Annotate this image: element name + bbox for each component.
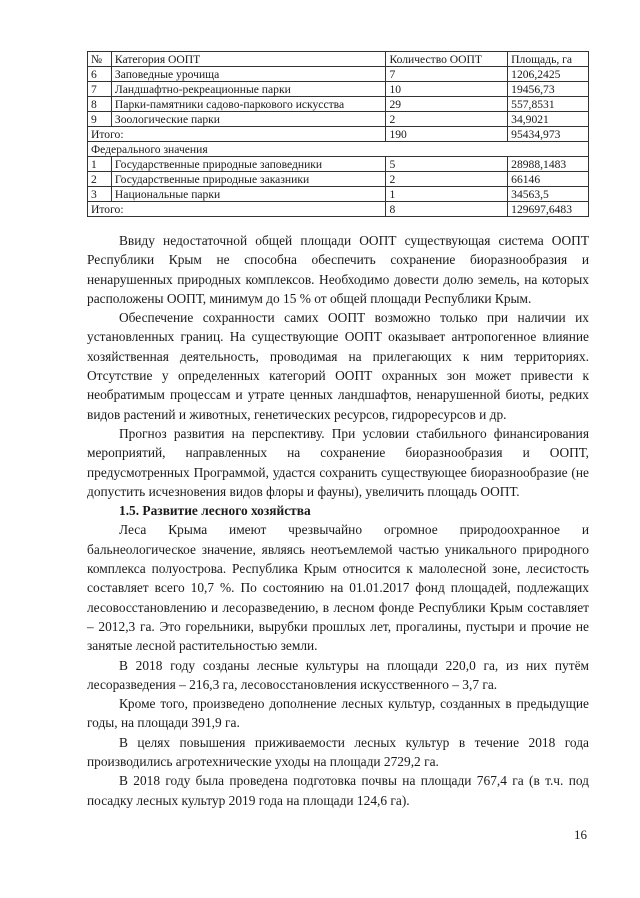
row-count: 29 — [386, 97, 508, 112]
row-category: Ландшафтно-рекреационные парки — [111, 82, 386, 97]
row-number: 7 — [88, 82, 112, 97]
table-row — [88, 67, 589, 82]
row-category: Парки-памятники садово-паркового искусства — [111, 97, 386, 112]
header-cell: Категория ООПТ — [111, 52, 386, 67]
table-total-row — [88, 127, 589, 142]
row-area: 1206,2425 — [508, 67, 589, 82]
page-number: 16 — [574, 827, 587, 842]
row-count: 10 — [386, 82, 508, 97]
table-row — [88, 187, 589, 202]
section-heading: 1.5. Развитие лесного хозяйства — [119, 503, 311, 519]
total-count: 8 — [386, 202, 508, 217]
table-total-row — [88, 202, 589, 217]
row-number: 9 — [88, 112, 112, 127]
table-header-row — [88, 52, 589, 67]
total-label: Итого: — [88, 127, 386, 142]
table-row — [88, 82, 589, 97]
section-label: Федерального значения — [88, 142, 589, 157]
total-area: 95434,973 — [508, 127, 589, 142]
oopt-table — [87, 51, 589, 217]
row-number: 3 — [88, 187, 112, 202]
row-area: 34563,5 — [508, 187, 589, 202]
paragraph: Леса Крыма имеют чрезвычайно огромное природоохранное и бальнеологическое значение, являясь неотъемлемой частью уникального природного комплекса полуострова. Республика Крым относится к малолесной зоне, лесистость составляет всего 10,7 %. По состоянию на 01.01.2017 фонд площадей, подлежащих лесовосстановлению и лесоразведению, в лесном фонде Республики Крым составляет – 2012,3 га. Это горельники, вырубки прошлых лет, прогалины, пустыри и прочие не занятые лесной растительностью земли. — [87, 522, 589, 654]
row-area: 66146 — [508, 172, 589, 187]
row-category: Национальные парки — [111, 187, 386, 202]
row-number: 6 — [88, 67, 112, 82]
paragraph: Обеспечение сохранности самих ООПТ возможно только при наличии их установленных границ. На существующие ООПТ оказывает антропогенное влияние хозяйственная деятельность, проводимая на прилегающих к ним территориях. Отсутствие у определенных категорий ООПТ охранных зон может привести к необратимым процессам и утрате ценных ландшафтов, ненарушенной биоты, редких видов растений и животных, генетических ресурсов, гидроресурсов и др. — [87, 310, 589, 422]
row-category: Заповедные урочища — [111, 67, 386, 82]
row-area: 19456,73 — [508, 82, 589, 97]
body-text — [87, 231, 589, 810]
table-row — [88, 112, 589, 127]
row-count: 2 — [386, 112, 508, 127]
table-section-row — [88, 142, 589, 157]
row-category: Государственные природные заказники — [111, 172, 386, 187]
row-count: 1 — [386, 187, 508, 202]
total-area: 129697,6483 — [508, 202, 589, 217]
row-number: 1 — [88, 157, 112, 172]
table-row — [88, 172, 589, 187]
row-area: 557,8531 — [508, 97, 589, 112]
total-count: 190 — [386, 127, 508, 142]
paragraph: В 2018 году была проведена подготовка почвы на площади 767,4 га (в т.ч. под посадку лесных культур 2019 года на площади 124,6 га). — [87, 773, 589, 808]
row-area: 34,9021 — [508, 112, 589, 127]
row-count: 5 — [386, 157, 508, 172]
header-cell: Количество ООПТ — [386, 52, 508, 67]
row-count: 7 — [386, 67, 508, 82]
paragraph: В 2018 году созданы лесные культуры на площади 220,0 га, из них путём лесоразведения – 216,3 га, лесовосстановления искусственного – 3,7 га. — [87, 657, 589, 692]
paragraph: Кроме того, произведено дополнение лесных культур, созданных в предыдущие годы, на площади 391,9 га. — [87, 696, 589, 731]
header-cell: Площадь, га — [508, 52, 589, 67]
row-number: 2 — [88, 172, 112, 187]
paragraph: Прогноз развития на перспективу. При условии стабильного финансирования мероприятий, направленных на сохранение биоразнообразия и ООПТ, предусмотренных Программой, удастся сохранить существующее биоразнообразие (не допустить исчезновения видов флоры и фауны), увеличить площадь ООПТ. — [87, 425, 589, 499]
row-count: 2 — [386, 172, 508, 187]
row-number: 8 — [88, 97, 112, 112]
header-cell: № — [88, 52, 112, 67]
row-area: 28988,1483 — [508, 157, 589, 172]
table-row — [88, 157, 589, 172]
total-label: Итого: — [88, 202, 386, 217]
paragraph: В целях повышения приживаемости лесных культур в течение 2018 года производились агротехнические уходы на площади 2729,2 га. — [87, 734, 589, 770]
paragraph: Ввиду недостаточной общей площади ООПТ существующая система ООПТ Республики Крым не способна обеспечить сохранение биоразнообразия и ненарушенных природных комплексов. Необходимо довести долю земель, на которых расположены ООПТ, минимум до 15 % от общей площади Республики Крым. — [87, 233, 589, 306]
row-category: Зоологические парки — [111, 112, 386, 127]
row-category: Государственные природные заповедники — [111, 157, 386, 172]
table-row — [88, 97, 589, 112]
